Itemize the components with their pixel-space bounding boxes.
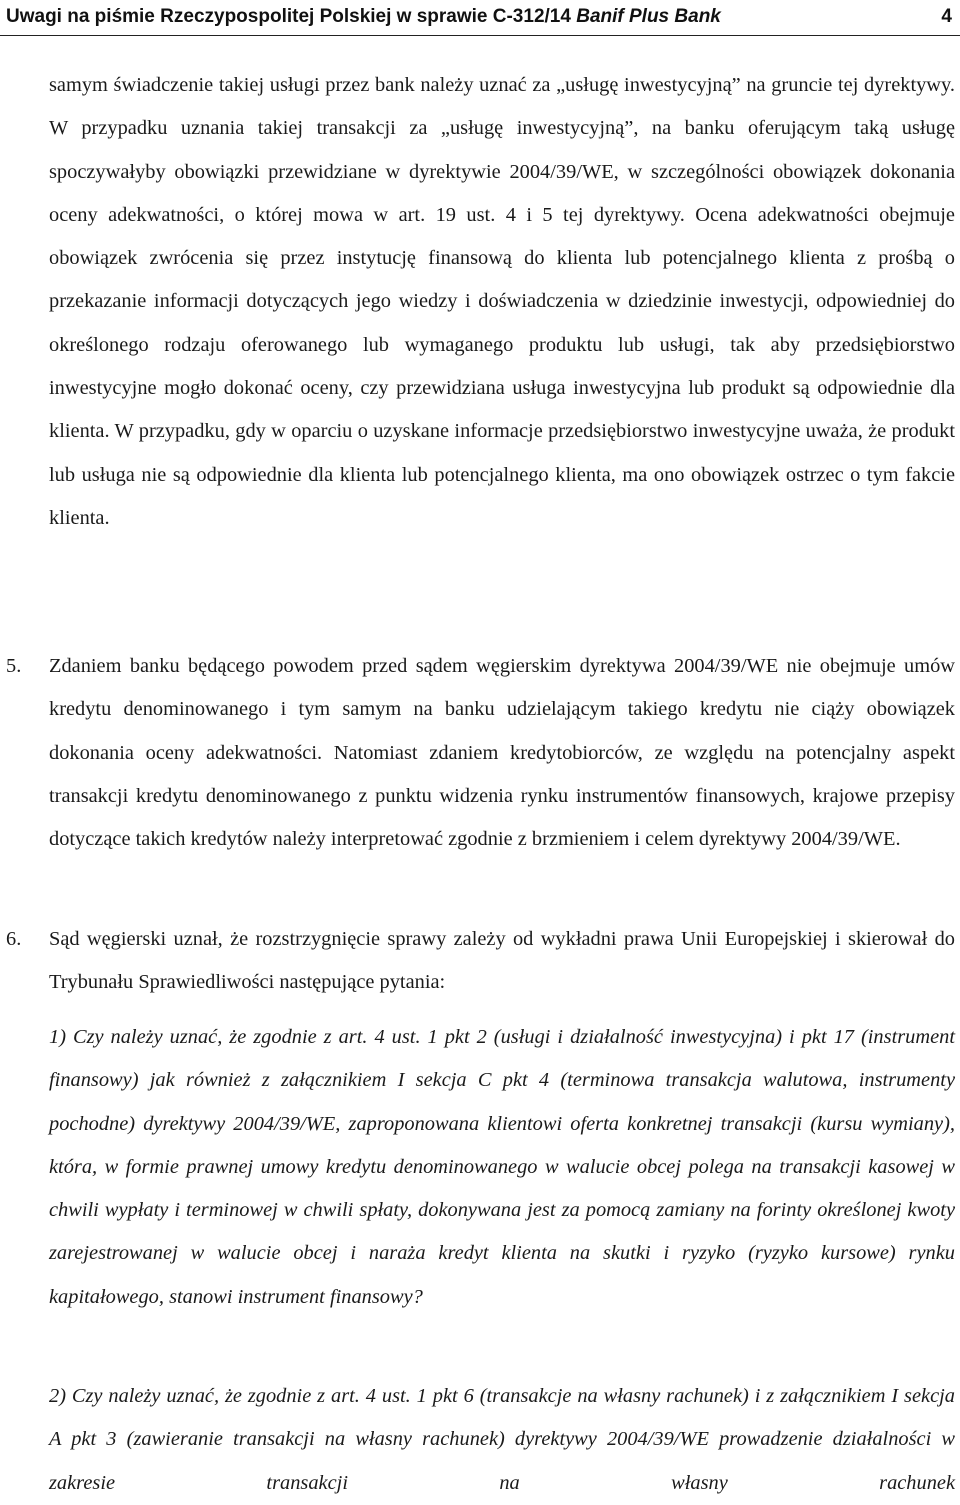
header-title (6, 4, 721, 30)
section-number: 5. (6, 655, 22, 677)
question-2: 2) Czy należy uznać, że zgodnie z art. 4 ust. 1 pkt 6 (transakcje na własny rachunek) i z załącznikiem I sekcja A pkt 3 (zawieranie transakcji na własny rachunek) dyrektywy 2004/39/WE prowadzenie działalności w zakresie transakcji na własny rachunek (49, 1385, 955, 1494)
page-number: 4 (941, 6, 952, 27)
paragraph-continued: samym świadczenie takiej usługi przez bank należy uznać za „usługę inwestycyjną” na gruncie tej dyrektywy. W przypadku uznania takiej transakcji za „usługę inwestycyjną”, na banku oferującym taką usługę spoczywałyby obowiązki przewidziane w dyrektywie 2004/39/WE, w szczególności obowiązek dokonania oceny adekwatności, o której mowa w art. 19 ust. 4 i 5 tej dyrektywy. Ocena adekwatności obejmuje obowiązek zwrócenia się przez instytucję finansową do klienta lub potencjalnego klienta z prośbą o przekazanie informacji dotyczących jego wiedzy i doświadczenia w dziedzinie inwestycji, odpowiedniej do określonego rodzaju oferowanego lub wymaganego produktu lub usługi, tak aby przedsiębiorstwo inwestycyjne mogło dokonać oceny, czy przewidziana usługa inwestycyjna lub produkt są odpowiednie dla klienta. W przypadku, gdy w oparciu o uzyskane informacje przedsiębiorstwo inwestycyjne uważa, że produkt lub usługa nie są odpowiednie dla klienta lub potencjalnego klienta, ma ono obowiązek ostrzec o tym fakcie klienta. (49, 74, 955, 529)
section-text: Zdaniem banku będącego powodem przed sądem węgierskim dyrektywa 2004/39/WE nie obejmuje umów kredytu denominowanego i tym samym na banku udzielającym takiego kredytu nie ciąży obowiązek dokonania oceny adekwatności. Natomiast zdaniem kredytobiorców, ze względu na potencjalny aspekt transakcji kredytu denominowanego z punktu widzenia rynku instrumentów finansowych, krajowe przepisy dotyczące takich kredytów należy interpretować zgodnie z brzmieniem i celem dyrektywy 2004/39/WE. (49, 655, 955, 851)
question-1: 1) Czy należy uznać, że zgodnie z art. 4 ust. 1 pkt 2 (usługi i działalność inwestycyjna) i pkt 17 (instrument finansowy) jak również z załącznikiem I sekcja C pkt 4 (terminowa transakcja walutowa, instrumenty pochodne) dyrektywy 2004/39/WE, zaproponowana klientowi oferta konkretnej transakcji (kursu wymiany), która, w formie prawnej umowy kredytu denominowanego w walucie obcej polega na transakcji kasowej w chwili wypłaty i terminowej w chwili spłaty, dokonywana jest za pomocą zamiany na forinty określonej kwoty zarejestrowanej w walucie obcej i naraża kredyt klienta na skutki i ryzyko (ryzyko kursowe) rynku kapitałowego, stanowi instrument finansowy? (49, 1026, 955, 1308)
section-text: Sąd węgierski uznał, że rozstrzygnięcie sprawy zależy od wykładni prawa Unii Europejskiej i skierował do Trybunału Sprawiedliwości następujące pytania: (49, 928, 955, 994)
page-header (0, 0, 960, 36)
header-case-name: Banif Plus Bank (576, 6, 721, 27)
section-number: 6. (6, 928, 22, 950)
header-title-prefix: Uwagi na piśmie Rzeczypospolitej Polskiej w sprawie C-312/14 (6, 6, 577, 27)
